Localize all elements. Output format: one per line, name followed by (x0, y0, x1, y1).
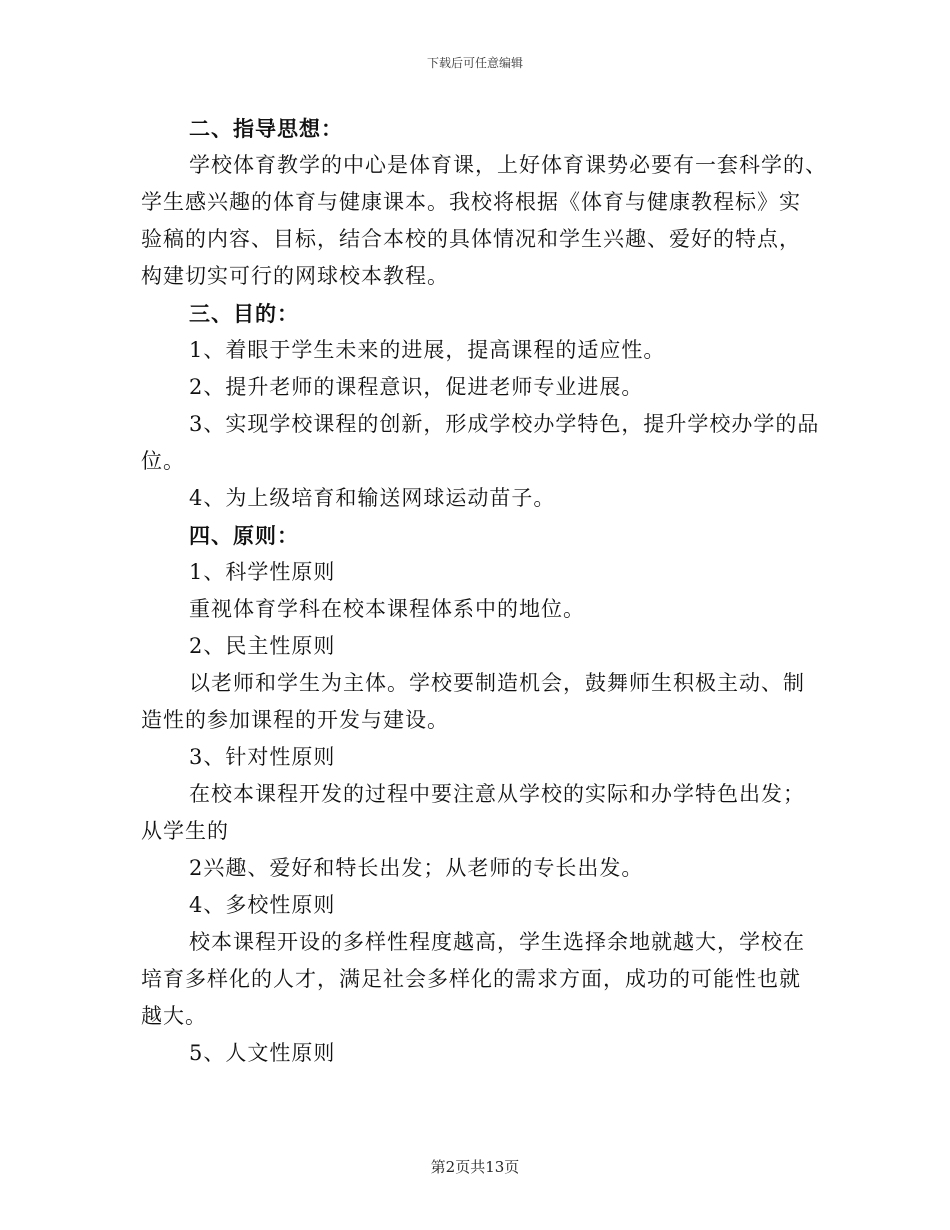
paragraph-line: 以老师和学生为主体。学校要制造机会，鼓舞师生积极主动、制 (189, 671, 805, 695)
paragraph-line: 培育多样化的人才，满足社会多样化的需求方面，成功的可能性也就 (141, 967, 801, 991)
paragraph-line: 验稿的内容、目标，结合本校的具体情况和学生兴趣、爱好的特点， (141, 227, 801, 251)
section-heading-guiding-ideology: 二、指导思想： (189, 116, 343, 141)
list-item-continuation: 位。 (141, 449, 185, 473)
section-heading-purpose: 三、目的： (189, 301, 299, 326)
paragraph-line: 从学生的 (141, 819, 229, 843)
list-item: 3、实现学校课程的创新，形成学校办学特色，提升学校办学的品 (189, 412, 820, 436)
page-number-footer: 第2页共13页 (430, 1158, 520, 1176)
paragraph-line: 越大。 (141, 1004, 207, 1028)
paragraph-line: 构建切实可行的网球校本教程。 (141, 264, 449, 288)
paragraph-line: 学生感兴趣的体育与健康课本。我校将根据《体育与健康教程标》实 (141, 190, 801, 214)
paragraph-line: 在校本课程开发的过程中要注意从学校的实际和办学特色出发； (189, 782, 805, 806)
subheading: 1、科学性原则 (189, 560, 336, 584)
document-body (141, 110, 827, 1072)
subheading: 5、人文性原则 (189, 1041, 336, 1065)
paragraph-line: 学校体育教学的中心是体育课，上好体育课势必要有一套科学的、 (189, 153, 827, 177)
paragraph-line: 校本课程开设的多样性程度越高，学生选择余地就越大，学校在 (189, 930, 805, 954)
list-item: 4、为上级培育和输送网球运动苗子。 (189, 486, 556, 510)
list-item: 1、着眼于学生未来的进展，提高课程的适应性。 (189, 338, 666, 362)
section-heading-principles: 四、原则： (189, 523, 299, 548)
list-item: 2、提升老师的课程意识，促进老师专业进展。 (189, 375, 644, 399)
subheading: 3、针对性原则 (189, 745, 336, 769)
subheading: 2、民主性原则 (189, 634, 336, 658)
header-note: 下载后可任意编辑 (426, 56, 523, 70)
subheading: 4、多校性原则 (189, 893, 336, 917)
paragraph-line: 2兴趣、爱好和特长出发；从老师的专长出发。 (189, 856, 644, 880)
paragraph-line: 造性的参加课程的开发与建设。 (141, 708, 449, 732)
paragraph-line: 重视体育学科在校本课程体系中的地位。 (189, 597, 585, 621)
